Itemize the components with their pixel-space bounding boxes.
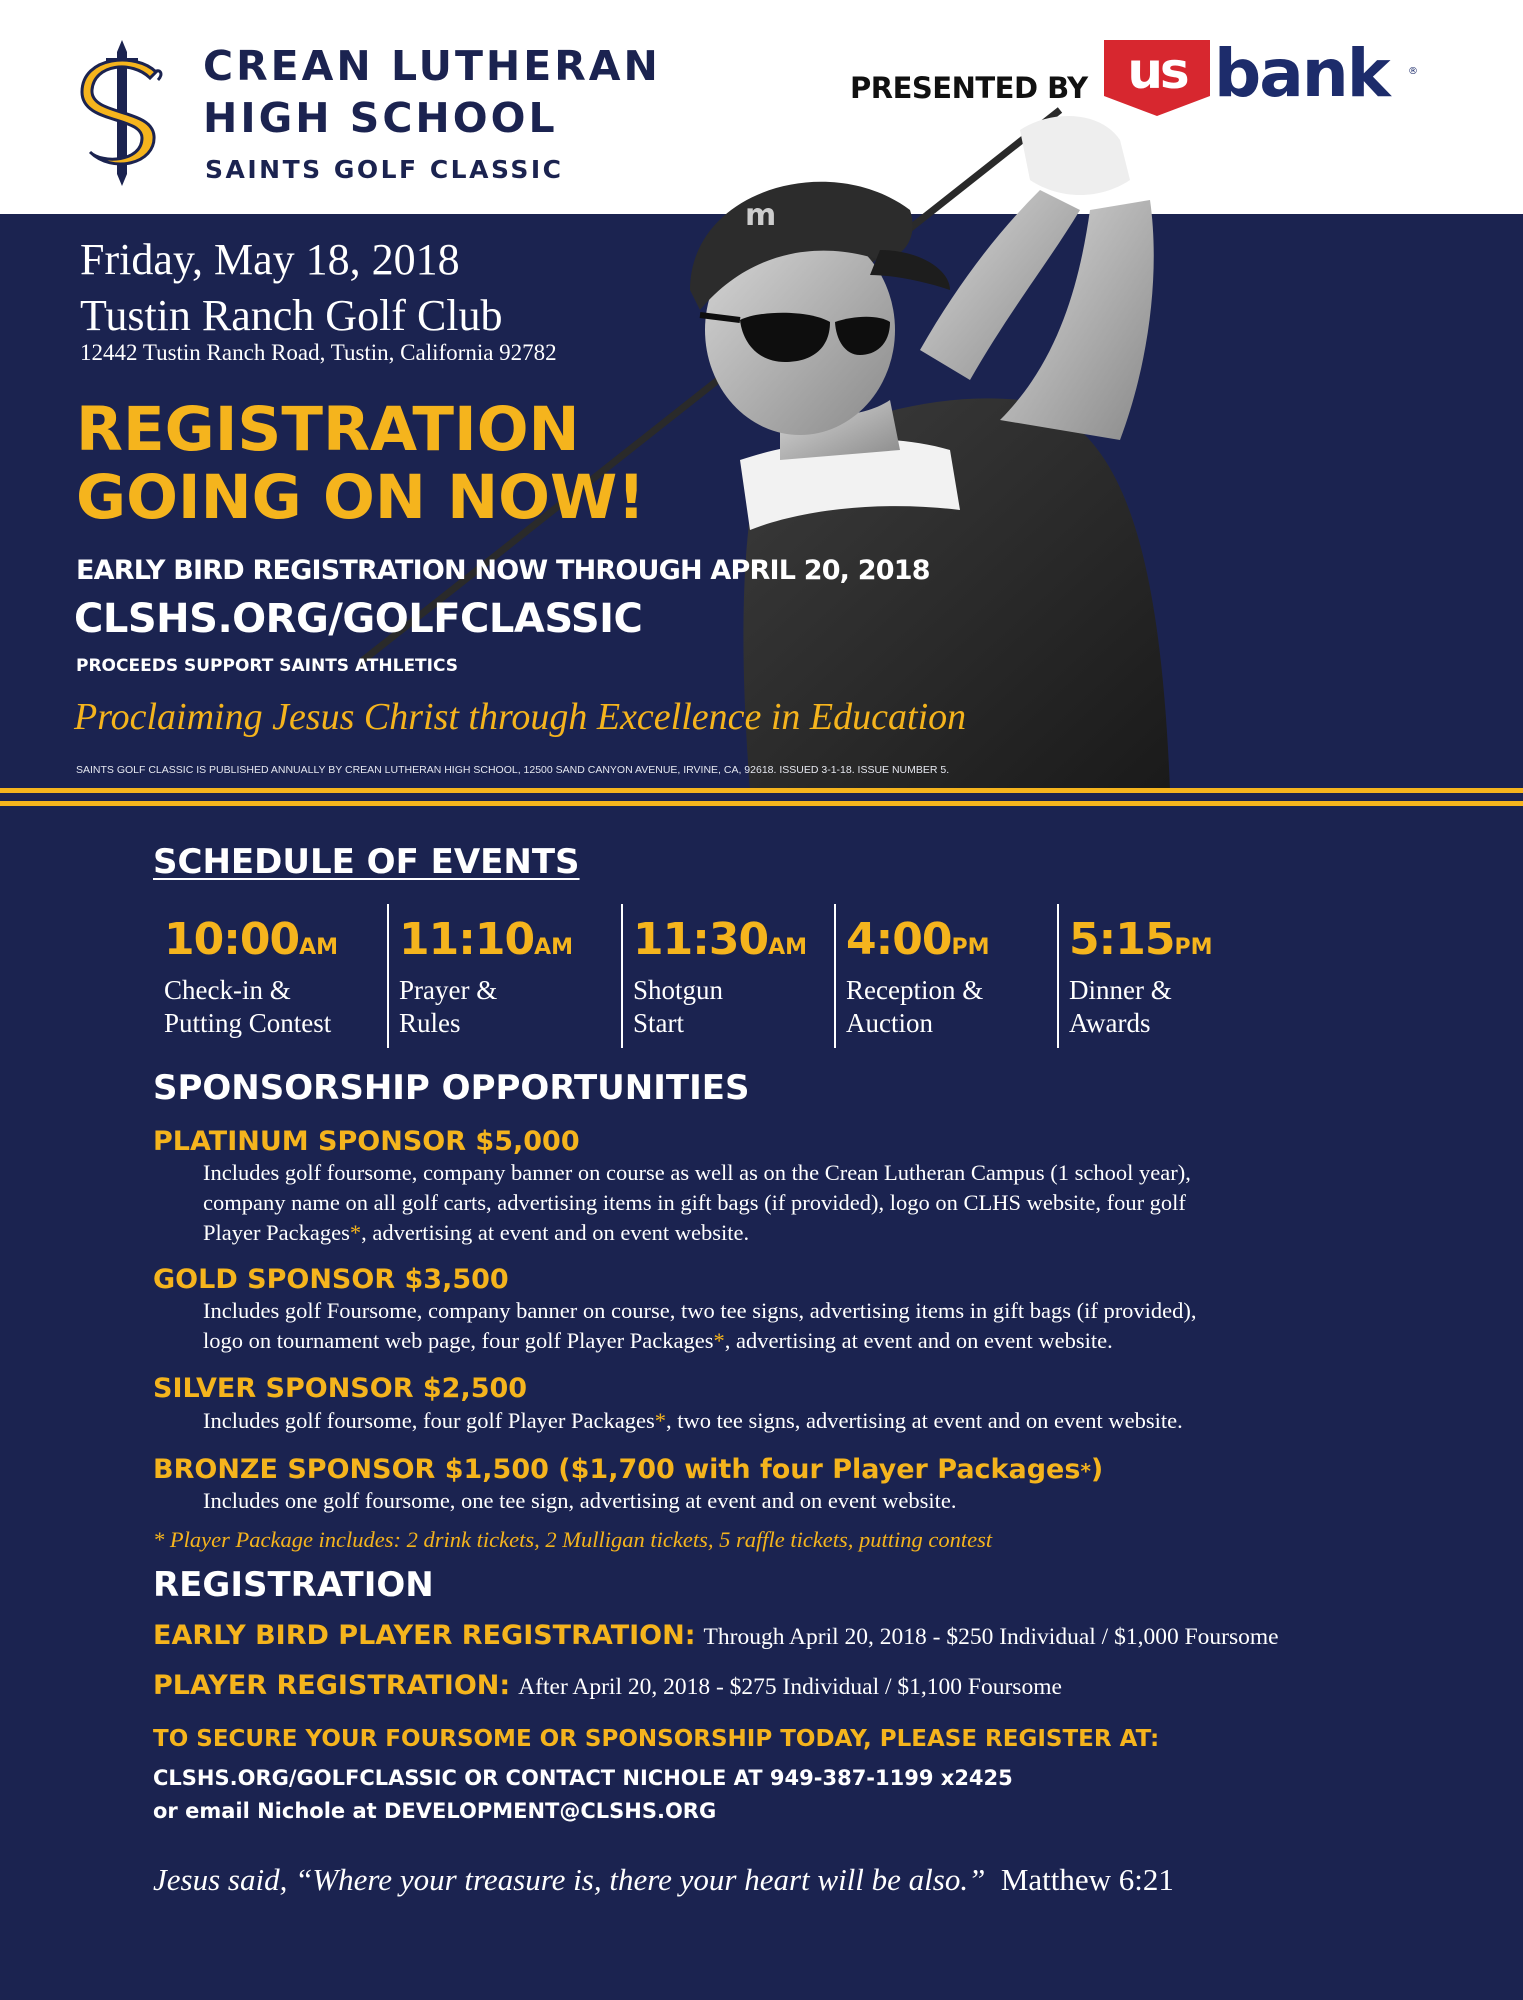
slot-description: Check-in & Putting Contest — [164, 975, 332, 1038]
saints-logo-icon — [72, 38, 172, 188]
contact-email-line[interactable]: or email Nichole at DEVELOPMENT@CLSHS.ORG — [153, 1799, 717, 1823]
silver-sponsor-title: SILVER SPONSOR $2,500 — [153, 1373, 528, 1404]
slot-divider — [1057, 904, 1059, 1048]
player-registration — [153, 1670, 1062, 1701]
player-registration-label: PLAYER REGISTRATION: — [153, 1670, 511, 1701]
slot-divider — [621, 904, 623, 1048]
publication-note: SAINTS GOLF CLASSIC IS PUBLISHED ANNUALLY BY CREAN LUTHERAN HIGH SCHOOL, 12500 SAND CANYON AVENUE, IRVINE, CA, 92618. ISSUED 3-1-18. ISSUE NUMBER 5. — [76, 764, 950, 776]
slot-time: 11:30AM — [633, 914, 807, 965]
slot-time: 4:00PM — [846, 914, 990, 965]
platinum-sponsor-description: Includes golf foursome, company banner on course as well as on the Crean Lutheran Campus (1 school year), company name on all golf carts, advertising items in gift bags (if provided), logo on CLHS website, four golf Player Packages*, advertising at event and on event website. — [203, 1160, 1191, 1245]
verse-reference: Matthew 6:21 — [1000, 1862, 1174, 1897]
early-bird-price: Through April 20, 2018 - $250 Individual / $1,000 Foursome — [703, 1624, 1279, 1650]
early-bird-registration — [153, 1620, 1279, 1651]
slot-divider — [834, 904, 836, 1048]
event-address: 12442 Tustin Ranch Road, Tustin, California 92782 — [80, 340, 557, 365]
slot-time: 10:00AM — [164, 914, 338, 965]
early-bird-label: EARLY BIRD PLAYER REGISTRATION: — [153, 1620, 696, 1651]
event-name: SAINTS GOLF CLASSIC — [205, 155, 564, 184]
headline-line2: GOING ON NOW! — [76, 462, 646, 533]
gold-divider-bottom — [0, 801, 1523, 806]
schedule-row — [0, 902, 1523, 1052]
svg-text:bank: bank — [1214, 38, 1389, 112]
slot-time: 11:10AM — [399, 914, 573, 965]
gold-sponsor-title: GOLD SPONSOR $3,500 — [153, 1264, 509, 1295]
slot-time: 5:15PM — [1069, 914, 1213, 965]
gold-sponsor-description: Includes golf Foursome, company banner on course, two tee signs, advertising items in gift bags (if provided), logo on tournament web page, four golf Player Packages*, advertising at event and on event website. — [203, 1298, 1197, 1353]
player-package-note: * Player Package includes: 2 drink tickets, 2 Mulligan tickets, 5 raffle tickets, putting contest — [153, 1527, 993, 1552]
platinum-sponsor-title: PLATINUM SPONSOR $5,000 — [153, 1126, 580, 1157]
bronze-sponsor-description: Includes one golf foursome, one tee sign, advertising at event and on event website. — [203, 1488, 957, 1513]
bronze-sponsor-title: BRONZE SPONSOR $1,500 ($1,700 with four Player Packages*) — [153, 1454, 1104, 1485]
slot-description: Dinner & Awards — [1069, 975, 1172, 1038]
headline-line1: REGISTRATION — [76, 394, 580, 465]
school-name-line1: CREAN LUTHERAN — [203, 42, 661, 90]
slot-description: Reception & Auction — [846, 975, 984, 1038]
event-venue: Tustin Ranch Golf Club — [80, 291, 503, 340]
svg-text:m: m — [745, 198, 777, 233]
sponsorship-heading: SPONSORSHIP OPPORTUNITIES — [153, 1068, 750, 1108]
schedule-heading: SCHEDULE OF EVENTS — [153, 842, 580, 882]
registration-heading: REGISTRATION — [153, 1565, 434, 1605]
event-date: Friday, May 18, 2018 — [80, 235, 460, 284]
contact-phone-line[interactable]: CLSHS.ORG/GOLFCLASSIC OR CONTACT NICHOLE AT 949-387-1199 x2425 — [153, 1766, 1013, 1790]
secure-callout: TO SECURE YOUR FOURSOME OR SPONSORSHIP TODAY, PLEASE REGISTER AT: — [153, 1726, 1160, 1752]
svg-text:us: us — [1127, 42, 1187, 100]
presented-by-label: PRESENTED BY — [850, 71, 1088, 105]
verse-quote: Jesus said, “Where your treasure is, there your heart will be also.” — [153, 1862, 986, 1897]
slot-description: Shotgun Start — [633, 975, 724, 1038]
svg-text:®: ® — [1408, 66, 1418, 77]
gold-divider-top — [0, 788, 1523, 793]
event-url-link[interactable]: CLSHS.ORG/GOLFCLASSIC — [74, 596, 643, 642]
slot-description: Prayer & Rules — [399, 975, 498, 1038]
proceeds-note: PROCEEDS SUPPORT SAINTS ATHLETICS — [76, 656, 459, 676]
early-bird-banner: EARLY BIRD REGISTRATION NOW THROUGH APRIL 20, 2018 — [76, 555, 930, 586]
school-motto: Proclaiming Jesus Christ through Excellence in Education — [74, 696, 967, 738]
slot-divider — [387, 904, 389, 1048]
bible-verse — [153, 1862, 1174, 1898]
player-registration-price: After April 20, 2018 - $275 Individual / $1,100 Foursome — [518, 1674, 1062, 1700]
silver-sponsor-description: Includes golf foursome, four golf Player Packages*, two tee signs, advertising at event and on event website. — [203, 1408, 1183, 1433]
school-name-line2: HIGH SCHOOL — [203, 94, 558, 142]
